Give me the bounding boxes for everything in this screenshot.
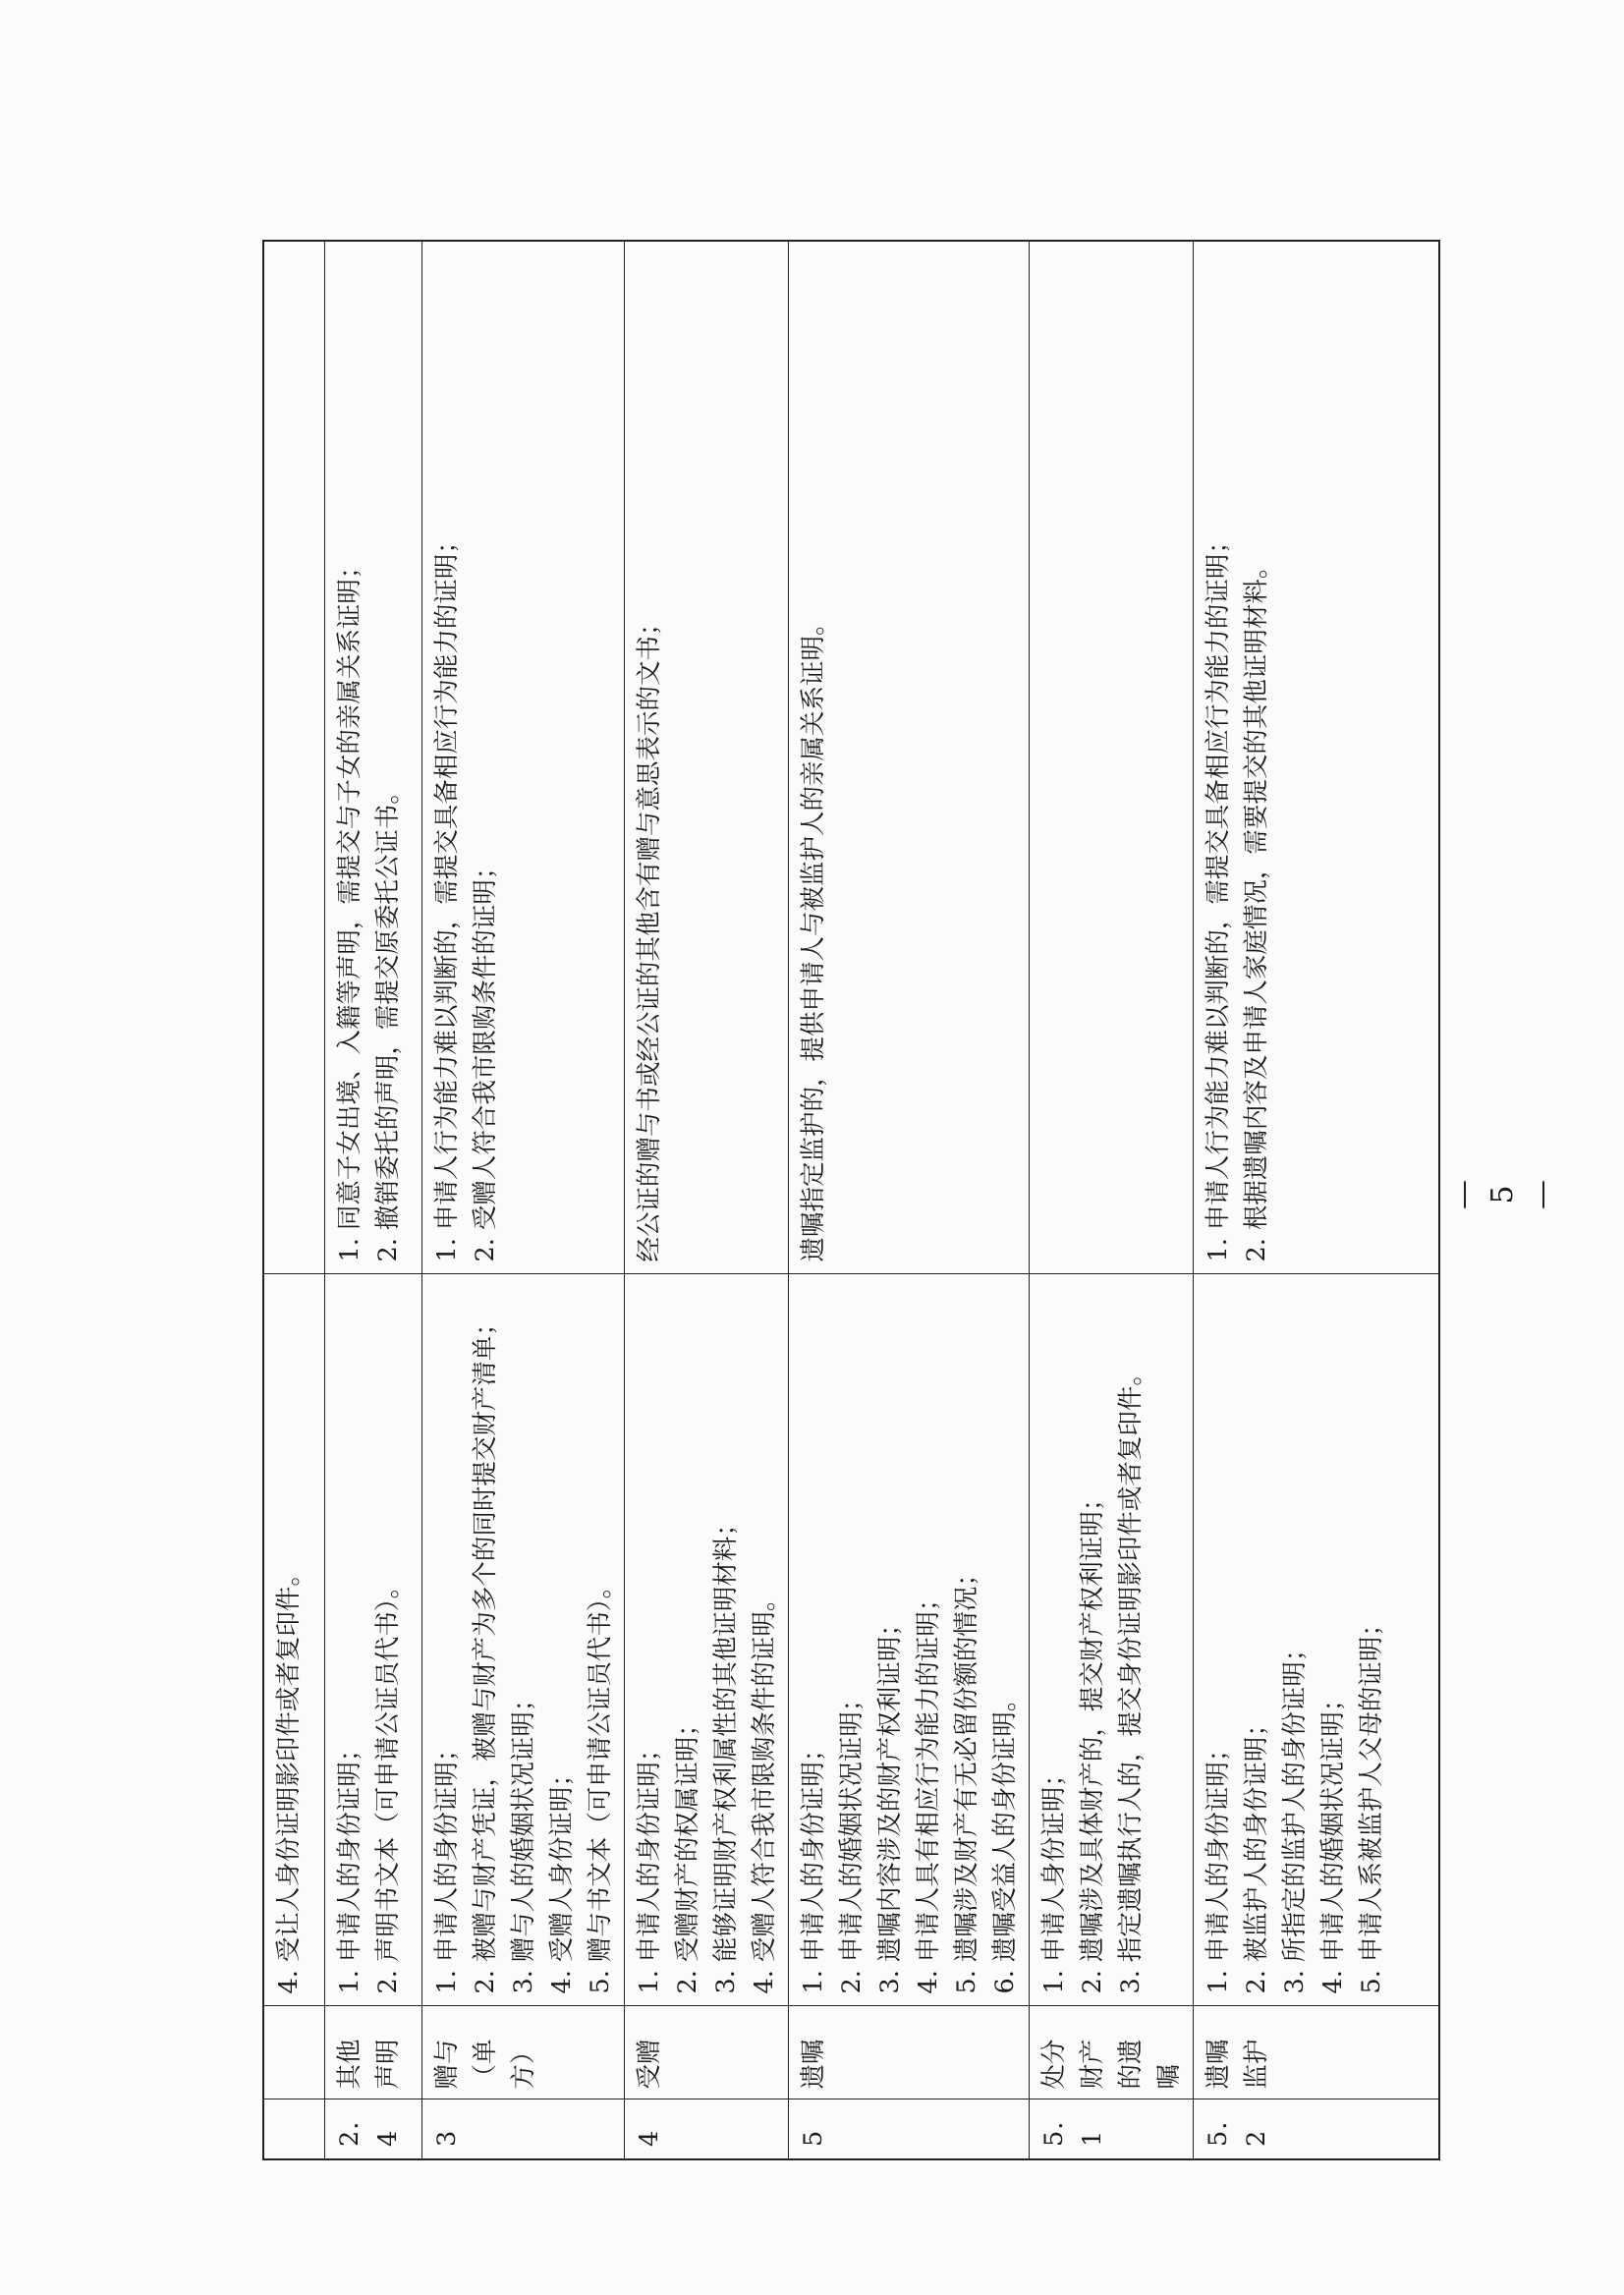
row-number-cell: 5: [788, 2099, 1029, 2159]
row-number-cell: 5. 2: [1193, 2099, 1439, 2159]
table-row: [324, 241, 421, 2159]
row-number-cell: 4: [624, 2099, 788, 2159]
material-line: 2. 申请人的婚姻状况证明；: [836, 1686, 867, 1994]
page-number: — 5 —: [1446, 1178, 1559, 1209]
material-line: 4. 受让人身份证明影印件或者复印件。: [274, 1561, 304, 1994]
material-line: 1. 申请人的身份证明；: [334, 1736, 364, 1994]
required-materials-cell: [263, 1274, 324, 2006]
special-line: 2. 根据遗嘱内容及申请人家庭情况，需要提交的其他证明材料。: [1241, 553, 1271, 1262]
matter-type-cell: 遗嘱监护: [1193, 2006, 1439, 2099]
special-materials-cell: [788, 241, 1029, 1274]
material-line: 3. 能够证明财产权利属性的其他证明材料；: [710, 1511, 741, 1994]
special-materials-cell: [324, 241, 421, 1274]
row-number-cell: 3: [421, 2099, 624, 2159]
special-line: 2. 撤销委托的声明，需提交原委托公证书。: [372, 779, 403, 1262]
required-materials-cell: [1029, 1274, 1193, 2006]
special-line: 2. 受赠人符合我市限购条件的证明；: [470, 854, 500, 1262]
row-number-cell: 2. 4: [324, 2099, 421, 2159]
table-row: [624, 241, 788, 2159]
special-materials-cell: [624, 241, 788, 1274]
special-materials-cell: [1029, 241, 1193, 1274]
special-line: 1. 申请人行为能力难以判断的，需提交具备相应行为能力的证明；: [431, 529, 462, 1262]
material-line: 1. 申请人的身份证明；: [634, 1736, 664, 1994]
material-line: 2. 被赠与财产凭证，被赠与财产为多个的同时提交财产清单；: [470, 1311, 500, 1994]
required-materials-cell: [624, 1274, 788, 2006]
material-line: 5. 赠与书文本（可申请公证员代书）。: [585, 1573, 615, 1994]
table-row: [421, 241, 624, 2159]
material-line: 1. 申请人的身份证明；: [798, 1736, 828, 1994]
required-materials-cell: [788, 1274, 1029, 2006]
material-line: 6. 遗嘱受益人的身份证明。: [989, 1686, 1020, 1994]
material-line: 2. 受赠财产的权属证明；: [672, 1711, 702, 1994]
material-line: 4. 受赠人身份证明；: [546, 1762, 577, 1994]
material-line: 3. 赠与人的婚姻状况证明；: [508, 1686, 538, 1994]
table-row: [263, 241, 324, 2159]
matter-type-cell: 受赠: [624, 2006, 788, 2099]
material-line: 3. 遗嘱内容涉及的财产权利证明；: [874, 1611, 905, 1994]
row-number-cell: [263, 2099, 324, 2159]
material-line: 3. 所指定的监护人的身份证明；: [1279, 1636, 1310, 1994]
matter-type-cell: 遗嘱: [788, 2006, 1029, 2099]
material-line: 5. 遗嘱涉及财产有无必留份额的情况；: [951, 1561, 981, 1994]
special-line: 1. 申请人行为能力难以判断的，需提交具备相应行为能力的证明；: [1203, 529, 1233, 1262]
rotated-table-sheet: [262, 242, 1388, 2160]
matter-type-cell: 其他声明: [324, 2006, 421, 2099]
special-materials-cell: [263, 241, 324, 1274]
material-line: 4. 申请人具有相应行为能力的证明；: [913, 1586, 943, 1994]
material-line: 4. 申请人的婚姻状况证明；: [1317, 1686, 1348, 1994]
required-materials-cell: [421, 1274, 624, 2006]
special-line: 1. 同意子女出境、入籍等声明，需提交与子女的亲属关系证明；: [334, 553, 364, 1262]
material-line: 2. 被监护人的身份证明；: [1241, 1711, 1271, 1994]
special-line: 经公证的赠与书或经公证的其他含有赠与意思表示的文书；: [634, 610, 664, 1262]
special-line: 遗嘱指定监护的，提供申请人与被监护人的亲属关系证明。: [798, 610, 828, 1262]
required-materials-cell: [324, 1274, 421, 2006]
special-materials-cell: [1193, 241, 1439, 1274]
table-row: [1029, 241, 1193, 2159]
special-materials-cell: [421, 241, 624, 1274]
matter-type-cell: 赠与（单方）: [421, 2006, 624, 2099]
table-row: [788, 241, 1029, 2159]
row-number-cell: 5. 1: [1029, 2099, 1193, 2159]
material-line: 1. 申请人身份证明；: [1038, 1762, 1069, 1994]
table-row: [1193, 241, 1439, 2159]
material-line: 1. 申请人的身份证明；: [1203, 1736, 1233, 1994]
matter-type-cell: 处分财产的遗嘱: [1029, 2006, 1193, 2099]
material-line: 5. 申请人系被监护人父母的证明；: [1356, 1611, 1386, 1994]
matter-type-cell: [263, 2006, 324, 2099]
material-line: 2. 遗嘱涉及具体财产的，提交财产权利证明；: [1077, 1485, 1107, 1994]
material-line: 3. 指定遗嘱执行人的，提交身份证明影印件或者复印件。: [1115, 1361, 1146, 1994]
material-line: 1. 申请人的身份证明；: [431, 1736, 462, 1994]
notary-materials-table: [262, 240, 1440, 2160]
material-line: 2. 声明书文本（可申请公证员代书）。: [372, 1573, 403, 1994]
required-materials-cell: [1193, 1274, 1439, 2006]
material-line: 4. 受赠人符合我市限购条件的证明。: [749, 1586, 779, 1994]
